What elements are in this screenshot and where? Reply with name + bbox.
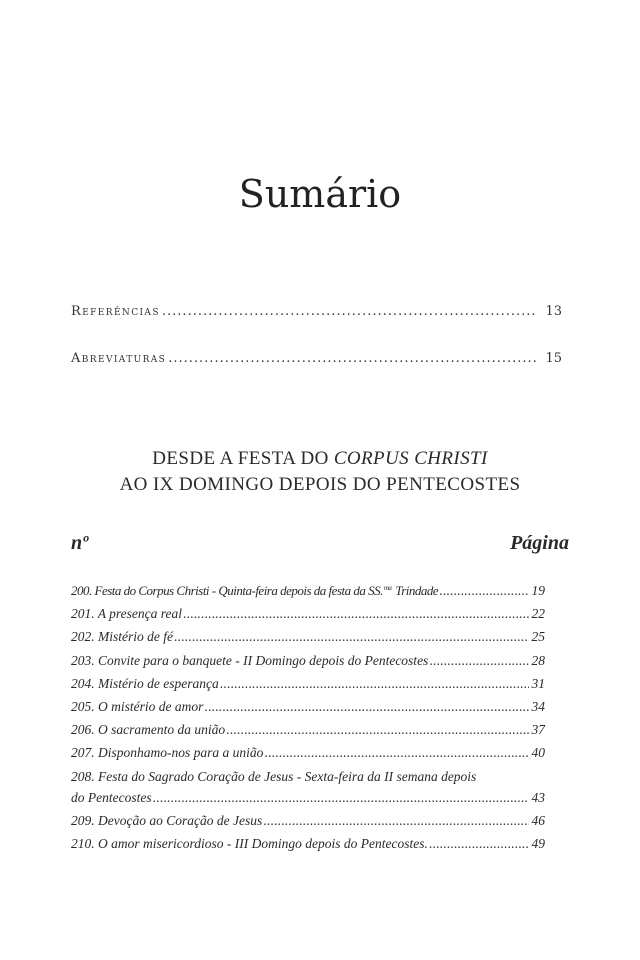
toc-entry[interactable] (71, 813, 545, 836)
section-heading-line1 (0, 446, 640, 472)
superscript: ma (383, 584, 392, 592)
toc-entry-title: 207. Disponhamo-nos para a união (71, 745, 264, 761)
toc-entry-page: 28 (531, 652, 545, 668)
section-prefix: DESDE A FESTA DO (152, 448, 334, 469)
toc-entry[interactable] (71, 699, 545, 722)
toc-entry[interactable] (71, 836, 545, 859)
dot-leader (174, 629, 529, 645)
toc-entry-page: 19 (531, 583, 545, 598)
front-page-number: 15 (545, 351, 562, 366)
toc-entry-title: 206. O sacramento da união (71, 722, 226, 738)
front-label: Referências (71, 304, 160, 319)
toc-entry-title: 203. Convite para o banquete - II Domingo depois do Pentecostes (71, 652, 429, 668)
toc-entry-title: 201. A presença real (71, 606, 182, 622)
toc-entry-page: 34 (531, 698, 545, 714)
toc-entry-title: do Pentecostes (71, 789, 152, 805)
dot-leader (226, 722, 528, 738)
page-title: Sumário (238, 172, 402, 216)
toc-entry-title: 202. Mistério de fé (71, 629, 173, 645)
toc-entry-page: 37 (531, 722, 545, 738)
toc-entry-page: 43 (531, 789, 545, 805)
toc-entry[interactable] (71, 606, 545, 629)
toc-entry-page: 31 (531, 675, 545, 691)
dot-leader (263, 813, 528, 829)
front-label: Abreviaturas (71, 351, 167, 366)
toc-entry[interactable] (71, 629, 545, 652)
toc-entry-line2[interactable] (71, 790, 545, 813)
column-header-number: nº (71, 532, 89, 554)
toc-front-references[interactable] (71, 304, 562, 319)
toc-entry-title: 204. Mistério de esperança (71, 675, 219, 691)
toc-entry-text: 200. Festa do Corpus Christi - Quinta-feira depois da festa da SS. (71, 583, 383, 598)
dot-leader (439, 583, 528, 599)
dot-leader (168, 351, 537, 366)
toc-entry-page: 40 (531, 745, 545, 761)
toc-entry-line1[interactable] (71, 769, 545, 790)
dot-leader (429, 836, 529, 852)
dot-leader (183, 606, 529, 622)
toc-entry-page: 49 (531, 835, 545, 851)
toc-entry-title: 209. Devoção ao Coração de Jesus (71, 812, 263, 828)
dot-leader (204, 699, 528, 715)
toc-entry-title: 210. O amor misericordioso - III Domingo depois do Pentecostes. (71, 835, 428, 851)
toc-entry-page: 22 (531, 606, 545, 622)
section-italic: CORPUS CHRISTI (333, 448, 488, 469)
column-header-page: Página (510, 532, 569, 554)
toc-entry[interactable] (71, 745, 545, 768)
dot-leader (162, 304, 538, 319)
toc-entry-title: 208. Festa do Sagrado Coração de Jesus - Sexta-feira da II semana depois (71, 768, 477, 784)
toc-entry[interactable] (71, 583, 545, 606)
toc-entry-text-after: Trindade (392, 583, 439, 598)
toc-entry-title (71, 583, 438, 599)
dot-leader (220, 676, 529, 692)
dot-leader (264, 745, 528, 761)
toc-list (71, 583, 545, 859)
dot-leader (429, 653, 528, 669)
section-heading (0, 446, 640, 498)
front-page-number: 13 (545, 304, 562, 319)
dot-leader (153, 790, 529, 806)
toc-entry-title: 205. O mistério de amor (71, 698, 204, 714)
toc-entry[interactable] (71, 653, 545, 676)
section-heading-line2: AO IX DOMINGO DEPOIS DO PENTECOSTES (119, 474, 521, 495)
toc-entry-page: 25 (531, 629, 545, 645)
toc-entry[interactable] (71, 676, 545, 699)
toc-entry-page: 46 (531, 812, 545, 828)
toc-front-abbreviations[interactable] (71, 351, 562, 366)
toc-entry[interactable] (71, 722, 545, 745)
